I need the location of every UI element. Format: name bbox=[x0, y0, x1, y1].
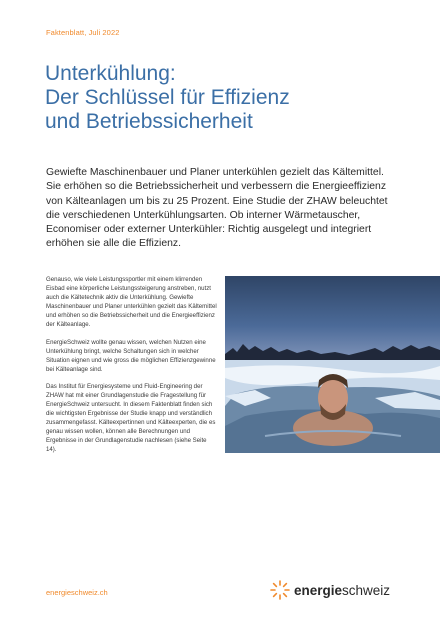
logo-light-text: schweiz bbox=[342, 582, 391, 598]
logo-wordmark bbox=[294, 583, 390, 598]
title-line-2: Der Schlüssel für Effizienz bbox=[45, 86, 290, 109]
body-column bbox=[46, 275, 218, 463]
sun-icon bbox=[268, 578, 292, 602]
body-paragraph-1: Genauso, wie viele Leistungssportler mit einem klirrenden Eisbad eine körperliche Leistungssteigerung anstreben, nutzt auch die Kältetechnik aktiv die Unterkühlung. Gewiefte Maschinenbauer und Planer unterkühlen gezielt das Kältemittel und erhöhen so die Betriebssicherheit und die Energieeffizienz der Kälteanlage. bbox=[46, 276, 217, 328]
treeline bbox=[225, 344, 440, 360]
title-line-1: Unterkühlung: bbox=[45, 62, 176, 85]
lead-paragraph: Gewiefte Maschinenbauer und Planer unterkühlen gezielt das Kältemittel. Sie erhöhen so die Betriebssicherheit und verbessern die Energieeffizienz von Kälteanlagen um bis zu 25 Prozent. Eine Studie der ZHAW beleuchtet die verschiedenen Unterkühlungsarten. Ob interner Wärmetauscher, Economiser oder externer Unterkühler: Richtig ausgelegt und integriert erhöhen sie alle die Effizienz. bbox=[46, 167, 388, 250]
body-paragraph-3: Das Institut für Energiesysteme und Fluid-Engineering der ZHAW hat mit einer Grundlagenstudie die Fragestellung für EnergieSchweiz untersucht. In diesem Faktenblatt finden sich die wichtigsten Ergebnisse der Studie knapp und verständlich zusammengefasst. Kälteexpertinnen und Kälteexperten, die es genau wissen wollen, können alle Berechnungen und Ergebnisse in der Grundlagenstudie nachlesen (siehe Seite 14). bbox=[46, 383, 216, 453]
page-title bbox=[45, 62, 405, 134]
ice-bath-photo bbox=[225, 276, 440, 453]
energieschweiz-logo bbox=[268, 578, 398, 602]
footer-url[interactable]: energieschweiz.ch bbox=[46, 588, 108, 597]
title-line-3: und Betriebssicherheit bbox=[45, 110, 253, 133]
logo-bold-text: energie bbox=[294, 582, 343, 598]
body-paragraph-2: EnergieSchweiz wollte genau wissen, welchen Nutzen eine Unterkühlung bringt, welche Schaltungen sich in welcher Situation eignen und wie gross die möglichen Effizienzgewinne bei Kälteanlage sind. bbox=[46, 338, 216, 373]
header-date: Faktenblatt, Juli 2022 bbox=[46, 28, 120, 37]
